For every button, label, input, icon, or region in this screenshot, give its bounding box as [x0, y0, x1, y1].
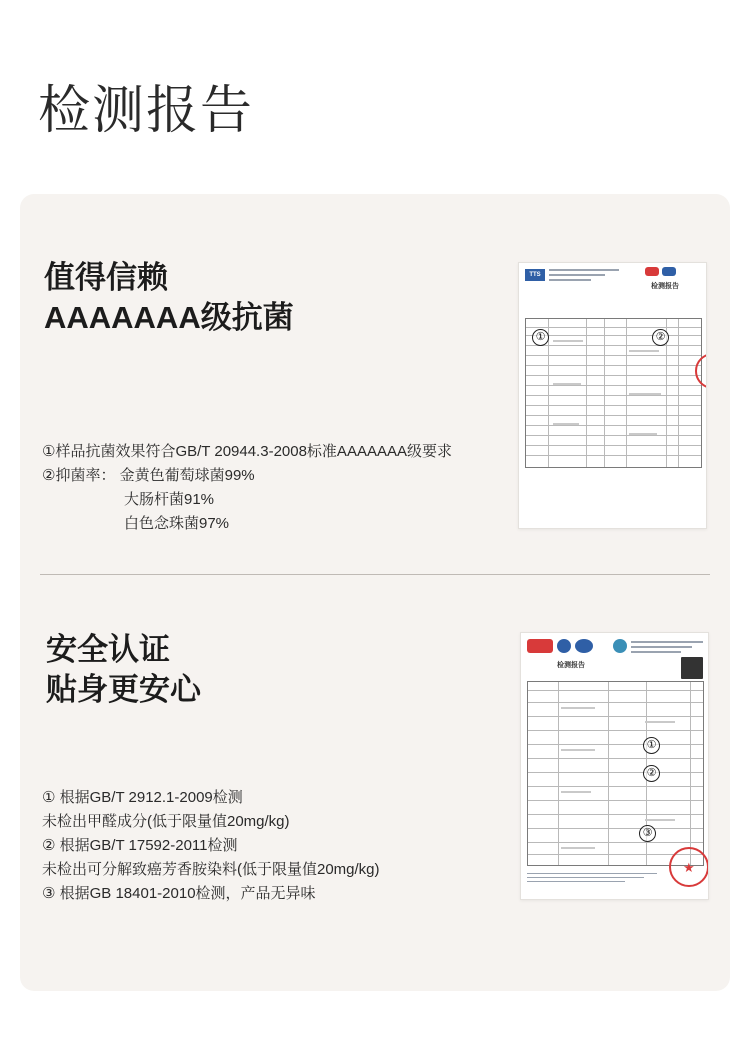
- ilac-logo-icon: [557, 639, 571, 653]
- institute-logo-icon: [613, 639, 627, 653]
- report-2-marker-2: ②: [643, 765, 660, 782]
- section-2-line-5: ③ 根据GB 18401-2010检测，产品无异味: [42, 885, 316, 902]
- report-1-table: [525, 318, 702, 468]
- report-2-marker-3: ③: [639, 825, 656, 842]
- section-1-line-4: 白色念珠菌97%: [124, 515, 230, 532]
- antibacterial-report-image: [518, 262, 707, 529]
- section-1-line-2: ②抑菌率： 金黄色葡萄球菌99%: [42, 467, 255, 484]
- section-divider: [40, 574, 710, 575]
- section-2-description: [42, 786, 380, 906]
- report-1-marker-2: ②: [652, 329, 669, 346]
- section-2-line-2: 未检出甲醛成分(低于限量值20mg/kg): [42, 813, 290, 830]
- section-2-heading: [46, 630, 201, 710]
- section-2-heading-line-2: 贴身更安心: [46, 672, 201, 707]
- section-1-heading-line-1: 值得信赖: [44, 260, 168, 295]
- section-2-line-4: 未检出可分解致癌芳香胺染料(低于限量值20mg/kg): [42, 861, 380, 878]
- section-2-line-3: ② 根据GB/T 17592-2011检测: [42, 837, 238, 854]
- section-1-line-1: ①样品抗菌效果符合GB/T 20944.3-2008标准AAAAAAA级要求: [42, 443, 452, 460]
- section-2-heading-line-1: 安全认证: [46, 632, 170, 667]
- section-1-heading-line-2: AAAAAAA级抗菌: [44, 300, 294, 335]
- section-1-line-3: 大肠杆菌91%: [124, 491, 215, 508]
- cma-logo-icon: [645, 267, 659, 276]
- report-1-marker-1: ①: [532, 329, 549, 346]
- report-2-title: 检测报告: [557, 662, 585, 669]
- page-title: 检测报告: [38, 82, 255, 140]
- cnas-logo-icon: [575, 639, 593, 653]
- section-2-line-1: ① 根据GB/T 2912.1-2009检测: [42, 789, 243, 806]
- cma-logo-icon: [527, 639, 553, 653]
- content-card: [20, 194, 730, 991]
- star-icon: ★: [683, 860, 695, 875]
- report-2-marker-1: ①: [643, 737, 660, 754]
- report-1-title: 检测报告: [651, 283, 679, 290]
- tts-logo-icon: TTS: [525, 269, 545, 281]
- cnas-logo-icon: [662, 267, 676, 276]
- section-1-heading: [44, 258, 294, 338]
- section-1-description: [42, 440, 452, 536]
- safety-report-image: [520, 632, 709, 900]
- qr-code-icon: [681, 657, 703, 679]
- report-2-table: [527, 681, 704, 866]
